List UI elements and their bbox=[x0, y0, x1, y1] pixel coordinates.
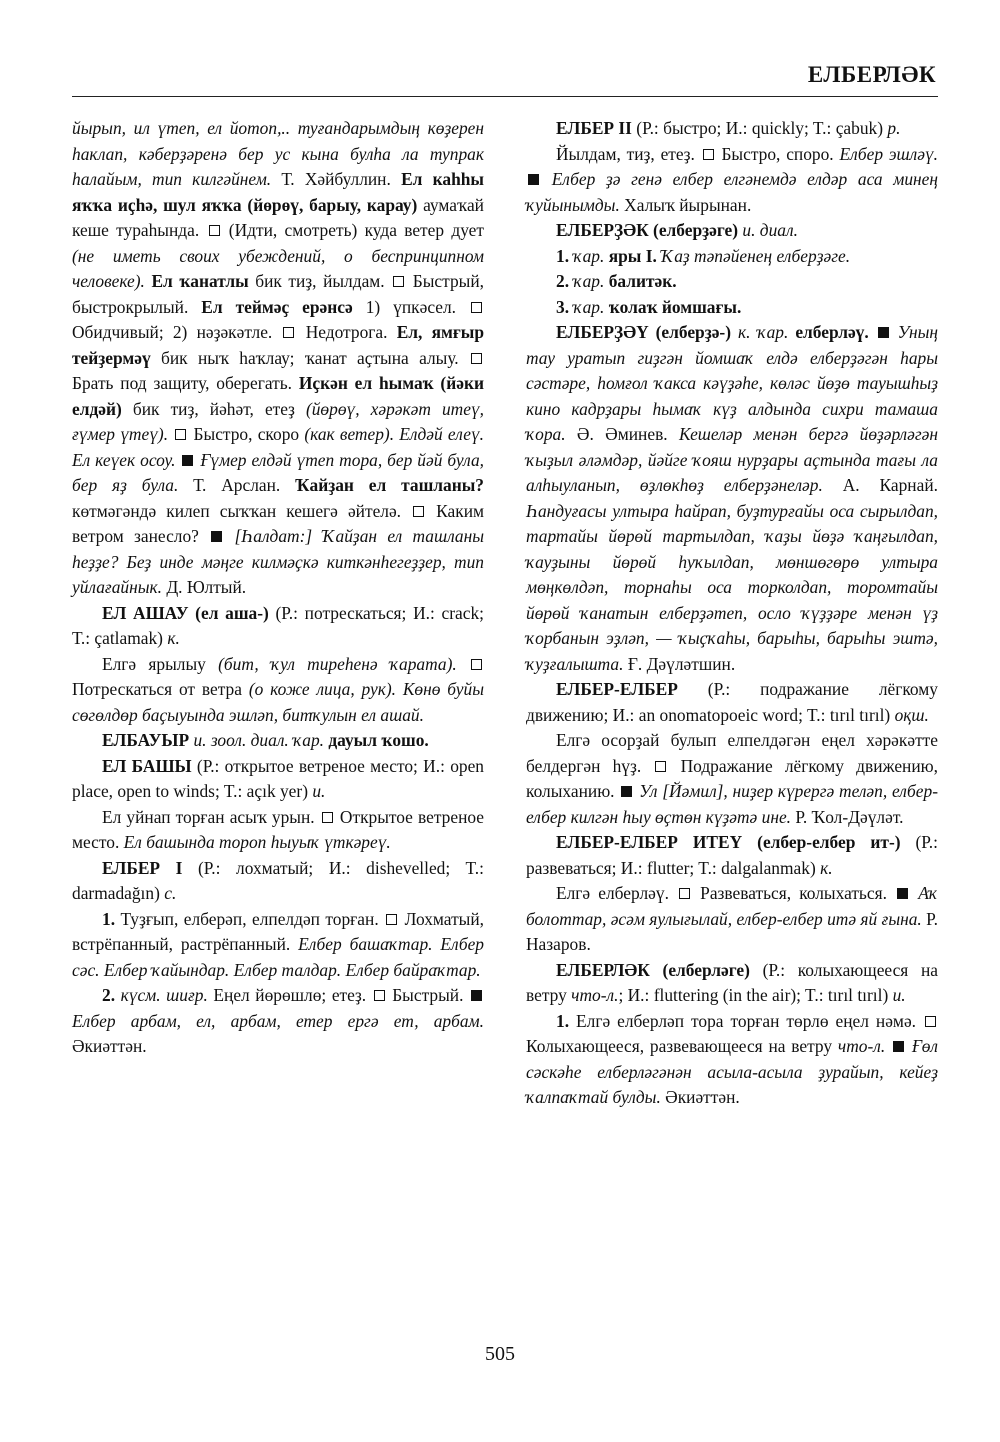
dictionary-entry-paragraph: ЕЛБЕР I (Р.: лохматый; И.: dishevelled; T.: darmadağın) с. bbox=[72, 857, 484, 903]
dictionary-entry-paragraph: ЕЛ АШАУ (ел аша-) (Р.: потрескаться; И.: crack; Т.: çatlamak) к. bbox=[72, 602, 484, 648]
dictionary-entry-paragraph: 1. Елгә елберләп тора торған төрлө еңел нәмә. Колыхающееся, развевающееся на ветру что-л. Ғөл сәскәһе елберләгәнән асыла-асыла ҙурайып, кейеҙ ҡалпаҡтай булды. Әкиәттән. bbox=[526, 1010, 938, 1107]
page-number: 505 bbox=[485, 1343, 515, 1365]
dictionary-entry-paragraph: 1. ҡар. яры I. Ҡаҙ тәпәйенең елберҙәге. bbox=[556, 245, 851, 266]
black-square-icon bbox=[471, 990, 482, 1001]
black-square-icon bbox=[621, 786, 632, 797]
black-square-icon bbox=[893, 1041, 904, 1052]
white-square-icon bbox=[209, 225, 220, 236]
white-square-icon bbox=[925, 1016, 936, 1027]
dictionary-entry-paragraph: ЕЛБЕР-ЕЛБЕР ИТЕҮ (елбер-елбер ит-) (Р.: развеваться; И.: flutter; T.: dalgalanmak) к. bbox=[526, 832, 938, 878]
left-column bbox=[72, 116, 484, 1060]
dictionary-entry-paragraph: Ел уйнап торған асыҡ урын. Открытое ветреное место. Ел башында тороп һыуыҡ үткәреү. bbox=[72, 806, 485, 852]
white-square-icon bbox=[471, 353, 482, 364]
header-rule bbox=[72, 96, 938, 97]
black-square-icon bbox=[528, 174, 539, 185]
dictionary-entry-paragraph: 3. ҡар. ҡолаҡ йомшағы. bbox=[556, 296, 742, 317]
dictionary-entry-paragraph: 2. күсм. шиғр. Еңел йөрөшлө; етеҙ. Быстрый. Елбер арбам, ел, арбам, етер ергә ет, арбам. Әкиәттән. bbox=[72, 985, 484, 1056]
black-square-icon bbox=[211, 531, 222, 542]
white-square-icon bbox=[679, 888, 690, 899]
black-square-icon bbox=[897, 888, 908, 899]
dictionary-entry-paragraph: ЕЛБЕРҘӘҮ (елберҙә-) к. ҡар. елберләү. Уның тау уратып гиҙгән йомшаҡ елдә елберҙәгән һары сәстәре, һомғол ҡакса кәүҙәһе, көләс йөҙө тауышһыҙ кино кадрҙары һымаҡ күҙ алдында сихри тамаша ҡора. Ә. Әминев. Кешеләр менән бергә йөҙәрләгән ҡыҙыл әләмдәр, йәйге ҡояш нурҙары аҫтында тағы ла алһыуланып, өҙлөкһөҙ елберҙәнеләр. А. Карнай. Һандуғасы ултыра һайрап, буҙтурғайы оса сырылдап, тартайы йөрөй тартылдап, ҡаҙы йөҙә ҡаңғылдап, ҡауҙыны йөрөй һуҡылдап, мөншөгөрө ултыра мөңкөлдәп, торнаһы оса торколдап, торомтайы йөрөй ҡанатын елберҙәтеп, осло ҡүҙҙәре менән үҙ ҡорбанын эҙләп, — ҡыҫҡаһы, барыһы, барыһы эштә, ҡуҙғалышта. Ғ. Дәүләтшин. bbox=[526, 322, 938, 674]
dictionary-entry-paragraph: йырып, ил үтеп, ел йотоп,.. туғандарымдың көҙерен һаклап, кәберҙәренә бер ус кына булһа ла тупрак һалайым, тип килгәйнем. Т. Хәйбуллин. Ел каһһы яҡҡа иҫһә, шул яҡҡа (йөрөү, барыу, карау) аумаҡай кеше тураһында. (Идти, смотреть) куда ветер дует (не иметь своих убеждений, о беспринципном человеке). Ел ҡанатлы бик тиҙ, йылдам. Быстрый, быстрокрылый. Ел теймәҫ ерәнсә 1) үпкәсел. Обидчивый; 2) нәҙәкәтле. Недотрога. Ел, ямғыр тейҙермәү бик ныҡ һаҡлау; ҡанат аҫтына алыу. Брать под защиту, оберегать. Иҫкән ел һымаҡ (йәки елдәй) бик тиҙ, йәһәт, етеҙ (йөрөү, хәрәкәт итеү, ғүмер үтеү). Быстро, скоро (как ветер). Елдәй елеү. Ел кеүек осоу. Ғүмер елдәй үтеп тора, бер йәй була, бер яҙ була. Т. Арслан. Ҡайҙан ел ташланы? көтмәгәндә килеп сыҡҡан кешегә әйтелә. Каким ветром занесло? [Һалдат:] Ҡайҙан ел ташланы һеҙҙе? Беҙ инде мәңге килмәҫкә киткәнһегеҙҙер, тип уйлағайнык. Д. Юлтый. bbox=[72, 118, 485, 597]
dictionary-entry-paragraph: 1. Туҙғып, елберәп, елпелдәп торған. Лохматый, встрёпанный, растрёпанный. Елбер башаҡтар. Елбер сәс. Елбер ҡайындар. Елбер талдар. Елбер байраҡтар. bbox=[72, 908, 485, 980]
dictionary-entry-paragraph: 2. ҡар. балитәк. bbox=[556, 271, 677, 291]
white-square-icon bbox=[471, 659, 482, 670]
dictionary-entry-paragraph: ЕЛБЕРҘӘК (елберҙәге) и. диал. bbox=[556, 220, 798, 240]
white-square-icon bbox=[386, 914, 397, 925]
white-square-icon bbox=[283, 327, 294, 338]
white-square-icon bbox=[374, 990, 385, 1001]
running-head: ЕЛБЕРЛӘК bbox=[807, 62, 936, 87]
white-square-icon bbox=[655, 761, 666, 772]
white-square-icon bbox=[393, 276, 404, 287]
black-square-icon bbox=[182, 455, 193, 466]
white-square-icon bbox=[703, 149, 714, 160]
black-square-icon bbox=[878, 327, 889, 338]
white-square-icon bbox=[322, 812, 333, 823]
dictionary-entry-paragraph: ЕЛБАУЫР и. зоол. диал. ҡар. дауыл ҡошо. bbox=[102, 730, 429, 750]
dictionary-entry-paragraph: Йылдам, тиҙ, етеҙ. Быстро, споро. Елбер эшләү. Елбер ҙә генә елбер елгәнемдә елдәр аса минең ҡуйынымды. Халыҡ йырынан. bbox=[526, 143, 938, 215]
dictionary-entry-paragraph: ЕЛБЕРЛӘК (елберләге) (Р.: колыхающееся на ветру что-л.; И.: fluttering (in the air); T.: tırıl tırıl) и. bbox=[526, 959, 938, 1005]
dictionary-entry-paragraph: Елгә ярылыу (бит, ҡул тиреһенә ҡарата). Потрескаться от ветра (о коже лица, рук). Көнө буйы сөгөлдөр баҫыуында эшләп, битҡулын ел ашай. bbox=[72, 653, 484, 725]
white-square-icon bbox=[471, 302, 482, 313]
dictionary-entry-paragraph: ЕЛБЕР-ЕЛБЕР (Р.: подражание лёгкому движению; И.: an onomatopoeic word; T.: tırıl tırıl) оқш. bbox=[526, 679, 938, 725]
dictionary-entry-paragraph: Елгә елберләү. Развеваться, колыхаться. Аҡ болоттар, әсәм яулығылай, елбер-елбер итә яй ғына. Р. Назаров. bbox=[526, 883, 938, 954]
right-column bbox=[526, 116, 938, 1111]
dictionary-entry-paragraph: Елгә осорҙай булып елпелдәгән еңел хәрәкәтте белдергән һүҙ. Подражание лёгкому движению, колыханию. Ул [Йәмил], ниҙер күрергә теләп, елбер-елбер килгән һыу өҫтөн күҙәтә ине. Р. Ҡол-Дәүләт. bbox=[526, 730, 938, 827]
white-square-icon bbox=[413, 506, 424, 517]
dictionary-entry-paragraph: ЕЛБЕР II (Р.: быстро; И.: quickly; T.: çabuk) р. bbox=[556, 118, 901, 138]
dictionary-entry-paragraph: ЕЛ БАШЫ (Р.: открытое ветреное место; И.: open place, open to winds; T.: açık yer) и. bbox=[72, 755, 484, 801]
white-square-icon bbox=[175, 429, 186, 440]
